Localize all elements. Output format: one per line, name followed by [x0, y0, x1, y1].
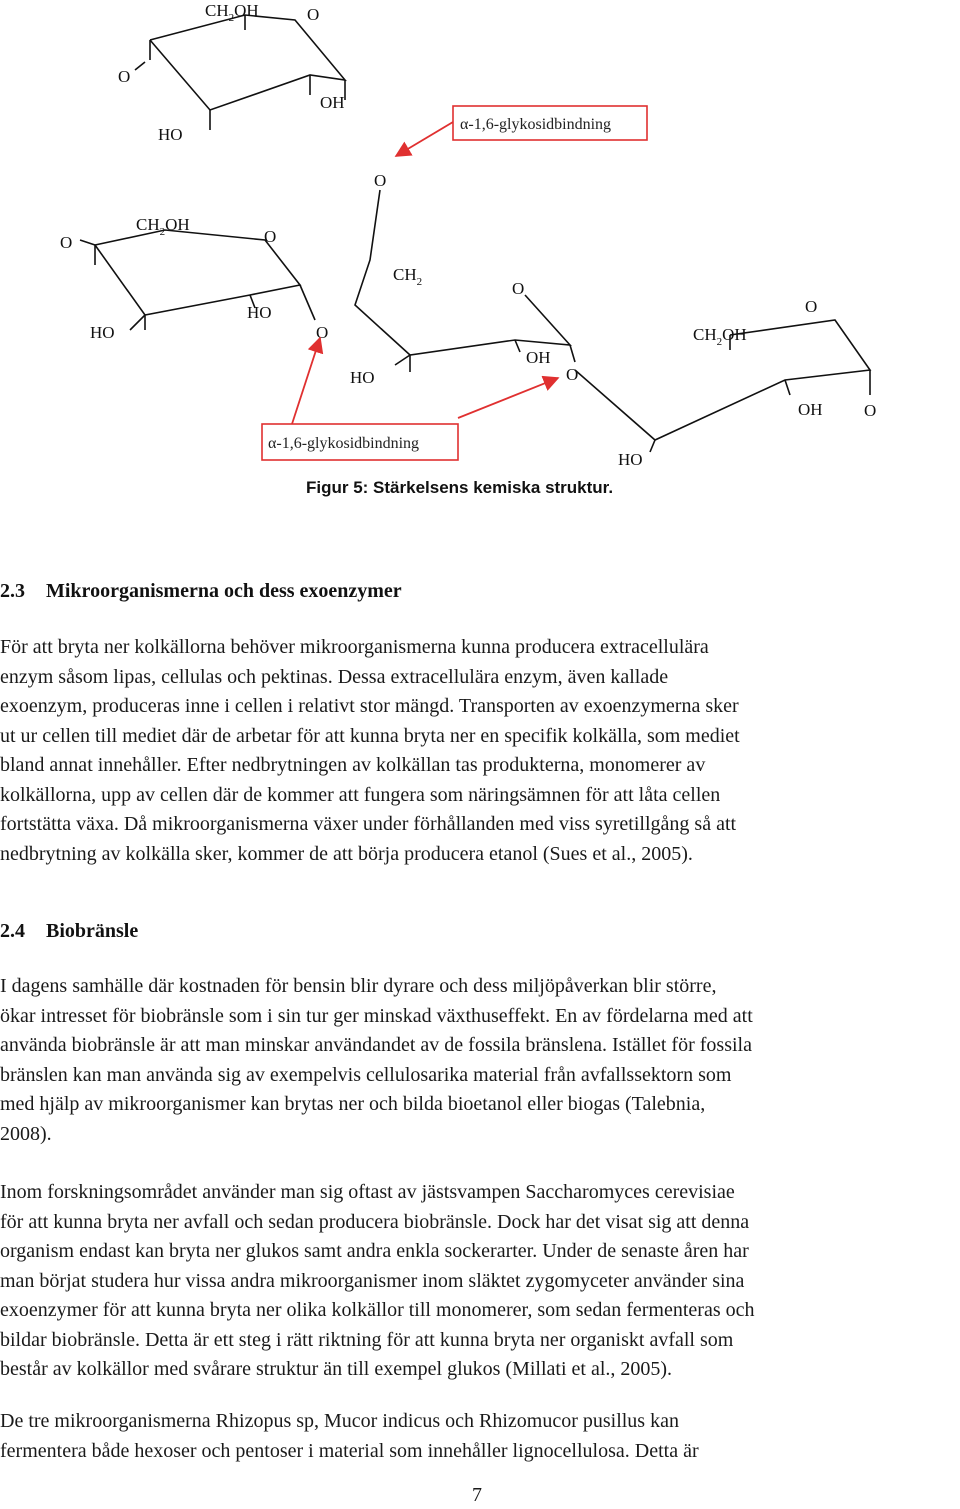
atom-labels — [60, 1, 876, 469]
text-line: för att kunna bryta ner avfall och sedan producera biobränsle. Dock har det visat sig att denna — [0, 1210, 750, 1233]
ch2-label: $CH_2$ — [393, 265, 423, 288]
text-line: man börjat studera hur vissa andra mikroorganismer inom släktet zygomyceter använder sina — [0, 1269, 745, 1292]
ho-label-2: HO — [247, 303, 272, 322]
section-heading-2-3 — [0, 580, 402, 603]
text-line: ökar intresset för biobränsle som i sin tur ger minskad växthuseffekt. En av fördelarna med att — [0, 1004, 753, 1027]
text-line: ut ur cellen till mediet där de arbetar för att kunna bryta ner en specifik kolkälla, som mediet — [0, 724, 740, 747]
text-line: exoenzymer för att kunna bryta ner olika kolkällor till monomerer, som sedan fermenteras och — [0, 1299, 755, 1321]
text-line: bränslen kan man använda sig av exempelvis cellulosarika material från avfallssektorn som — [0, 1063, 732, 1086]
o-label-6: O — [512, 279, 525, 298]
starch-structure-diagram — [0, 0, 960, 475]
arrow-bottom-right — [458, 378, 558, 418]
text-line: fortstätta växa. Då mikroorganismerna växer under förhållanden med viss syretillgång så att — [0, 813, 737, 835]
text-line: Inom forskningsområdet använder man sig oftast av jästsvampen Saccharomyces cerevisiae — [0, 1181, 735, 1203]
figure-caption: Figur 5: Stärkelsens kemiska struktur. — [306, 478, 614, 497]
page-number: 7 — [472, 1484, 482, 1506]
text-line: består av kolkällor med svårare struktur än till exempel glukos (Millati et al., 2005). — [0, 1358, 673, 1380]
callout-bottom — [262, 424, 458, 460]
text-line: nedbrytning av kolkälla sker, kommer de att börja producera etanol (Sues et al., 2005). — [0, 842, 693, 865]
callout-bottom-label: α-1,6-glykosidbindning — [268, 435, 420, 452]
o-label-10: O — [864, 401, 877, 420]
ch2oh-label-1: $CH_2OH$ — [205, 1, 259, 24]
text-line: För att bryta ner kolkällorna behöver mikroorganismerna kunna producera extracellulära — [0, 636, 709, 658]
ch2oh-label-2: $CH_2OH$ — [136, 215, 190, 238]
text-line: enzym såsom lipas, cellulas och pektinas. Dessa extracellulära enzym, även kallade — [0, 665, 669, 688]
oh-label-2: OH — [526, 348, 551, 367]
o-label-4: O — [264, 227, 277, 246]
callout-top-label: α-1,6-glykosidbindning — [460, 116, 612, 133]
text-line: bildar biobränsle. Detta är ett steg i rätt riktning för att kunna bryta ner organiskt avfall som — [0, 1328, 734, 1351]
arrow-top — [396, 122, 453, 156]
section-title: Biobränsle — [46, 920, 139, 942]
bond-lines — [80, 15, 870, 452]
ho-label-5: HO — [618, 450, 643, 469]
paragraph-2-3 — [0, 633, 960, 869]
text-line: organism endast kan bryta ner glukos samt andra enkla sockerarter. Under de senaste åren har — [0, 1240, 749, 1262]
ho-label-1: HO — [158, 125, 183, 144]
section-heading-2-4 — [0, 920, 138, 943]
o-label-9: O — [566, 365, 579, 384]
paragraph-2-4-1 — [0, 972, 960, 1149]
section-number: 2.3 — [0, 580, 25, 602]
ho-label-3: HO — [90, 323, 115, 342]
paragraph-2-4-3 — [0, 1407, 960, 1466]
section-title: Mikroorganismerna och dess exoenzymer — [46, 580, 402, 602]
text-line: med hjälp av mikroorganismer kan brytas ner och bilda bioetanol eller biogas (Talebnia, — [0, 1093, 706, 1115]
arrow-bottom-left — [292, 338, 320, 424]
ho-label-4: HO — [350, 368, 375, 387]
o-label-2: O — [118, 67, 131, 86]
paragraph-2-4-2 — [0, 1178, 960, 1385]
text-line: fermentera både hexoser och pentoser i material som innehåller lignocellulosa. Detta är — [0, 1439, 699, 1462]
text-line: använda biobränsle är att man minskar användandet av de fossila bränslena. Istället för fossila — [0, 1034, 752, 1056]
oh-label-3: OH — [798, 400, 823, 419]
o-label-8: O — [316, 323, 329, 342]
o-label-3: O — [374, 171, 387, 190]
oh-label-1: OH — [320, 93, 345, 112]
text-line: bland annat innehåller. Efter nedbrytningen av kolkällan tas produkterna, monomerer av — [0, 754, 706, 776]
o-label-5: O — [60, 233, 73, 252]
ch2oh-label-3: $CH_2OH$ — [693, 325, 747, 348]
section-number: 2.4 — [0, 920, 25, 942]
o-label-7: O — [805, 297, 818, 316]
text-line: 2008). — [0, 1122, 52, 1145]
text-line: exoenzym, produceras inne i cellen i relativt stor mängd. Transporten av exoenzymerna sker — [0, 695, 739, 717]
text-line: I dagens samhälle där kostnaden för bensin blir dyrare och dess miljöpåverkan blir större, — [0, 975, 717, 997]
o-label-1: O — [307, 5, 320, 24]
text-line: De tre mikroorganismerna Rhizopus sp, Mucor indicus och Rhizomucor pusillus kan — [0, 1410, 679, 1432]
text-line: kolkällorna, upp av cellen där de kommer att fungera som näringsämnen för att låta cellen — [0, 783, 721, 806]
callout-top — [453, 106, 647, 140]
